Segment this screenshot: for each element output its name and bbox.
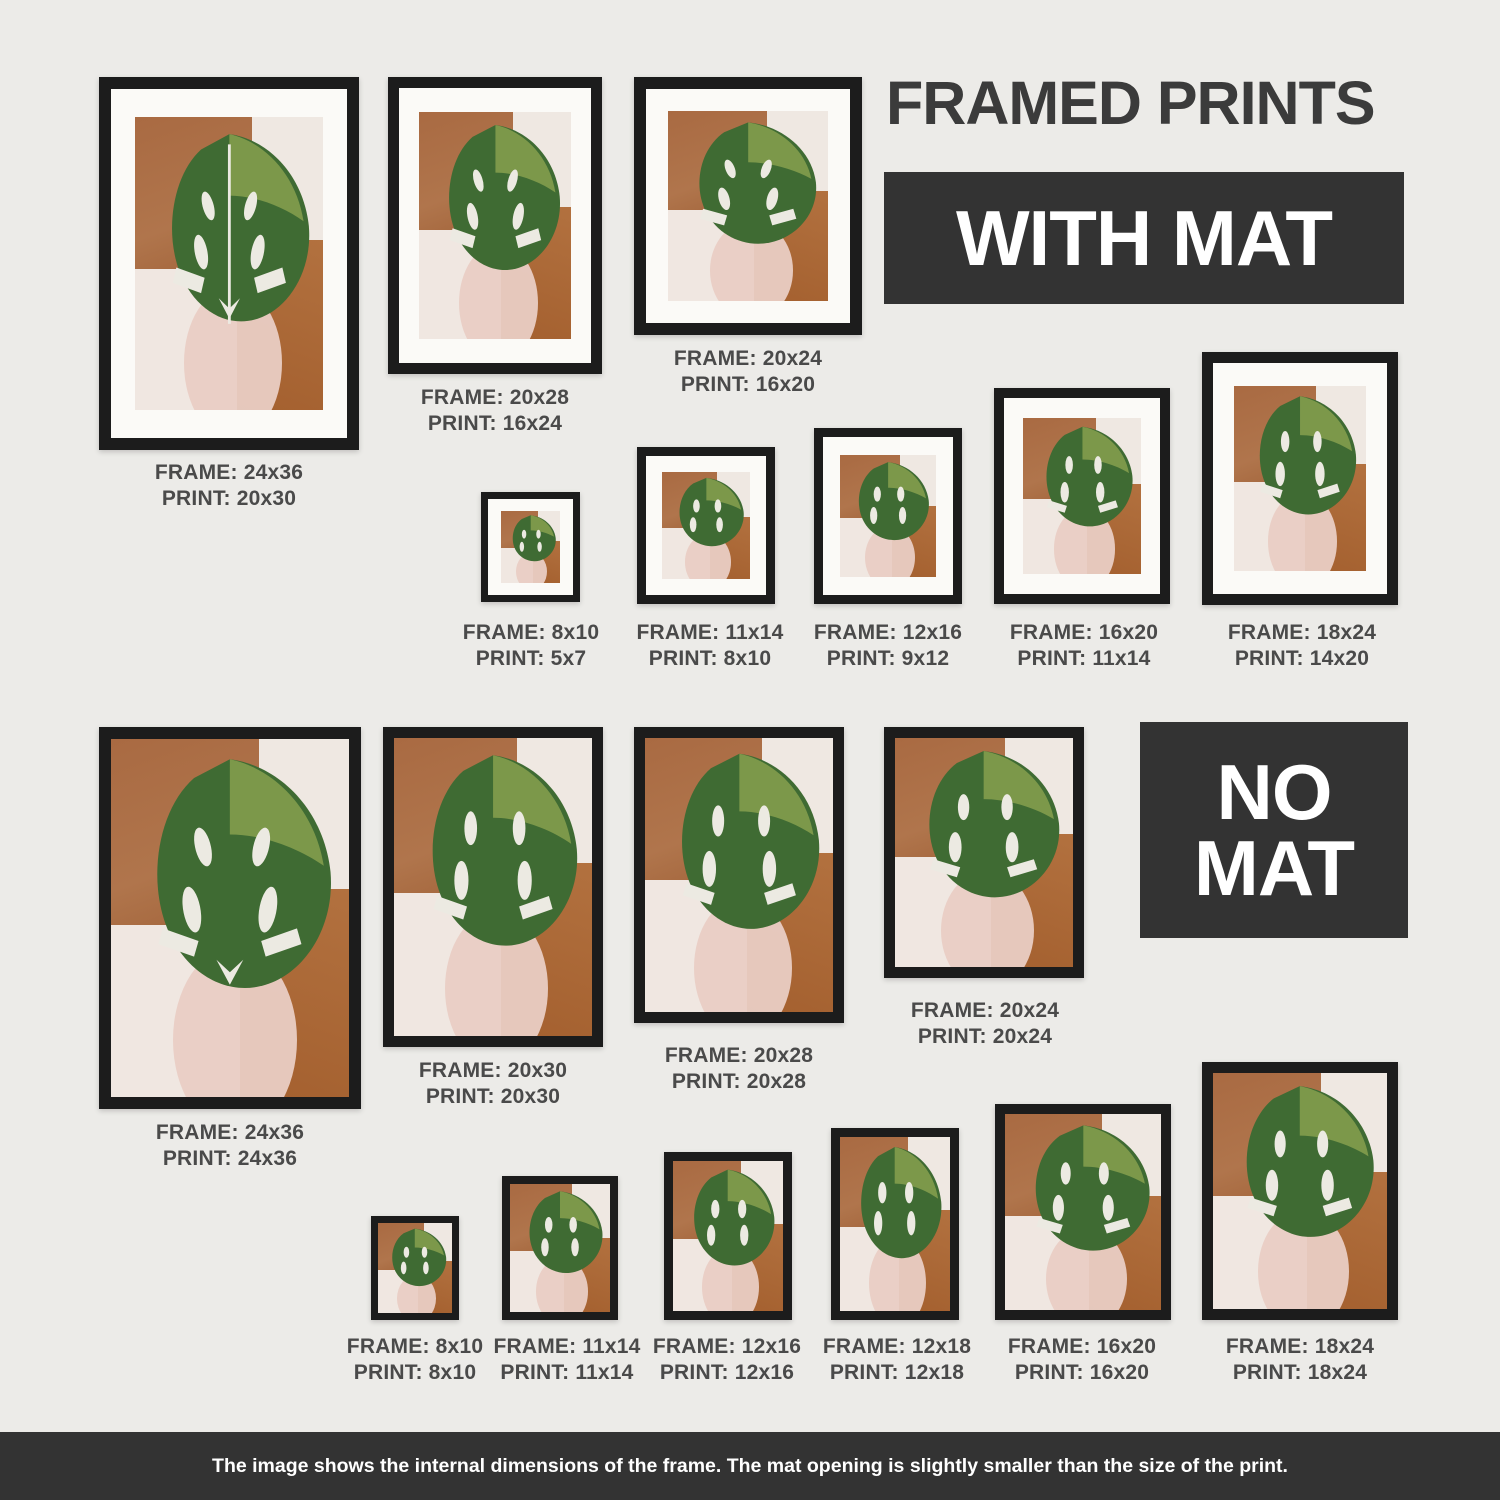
artwork-wm-8x10 — [501, 511, 560, 583]
heading-framed-prints: FRAMED PRINTS — [886, 69, 1375, 137]
label-frame-wm-12x16: FRAME: 12x16 — [813, 621, 963, 644]
artwork-nm-20x28 — [645, 738, 833, 1012]
label-frame-nm-20x24: FRAME: 20x24 — [910, 999, 1060, 1022]
label-wm-8x10 — [460, 620, 602, 671]
label-print-wm-11x14: PRINT: 8x10 — [648, 646, 772, 670]
artwork-wm-11x14 — [662, 472, 750, 579]
frame-nm-20x24[interactable] — [884, 727, 1084, 978]
label-frame-nm-18x24: FRAME: 18x24 — [1225, 1335, 1375, 1358]
frame-nm-12x16[interactable] — [664, 1152, 792, 1320]
frame-nm-11x14[interactable] — [502, 1176, 618, 1320]
artwork-wm-20x28 — [419, 112, 571, 339]
mat-wm-8x10 — [488, 499, 573, 595]
artwork-wm-16x20 — [1023, 418, 1141, 574]
label-print-nm-16x20: PRINT: 16x20 — [1014, 1360, 1150, 1384]
label-frame-wm-24x36: FRAME: 24x36 — [154, 461, 304, 484]
mat-wm-11x14 — [646, 456, 766, 595]
label-print-nm-8x10: PRINT: 8x10 — [353, 1360, 477, 1384]
mat-wm-24x36 — [111, 89, 347, 438]
label-frame-nm-11x14: FRAME: 11x14 — [493, 1335, 641, 1358]
artwork-nm-8x10 — [378, 1223, 452, 1313]
label-print-nm-11x14: PRINT: 11x14 — [500, 1360, 634, 1384]
label-print-nm-12x18: PRINT: 12x18 — [829, 1360, 965, 1384]
artwork-wm-20x24 — [668, 111, 828, 301]
label-nm-11x14 — [492, 1334, 642, 1385]
heading-no-mat — [1140, 722, 1408, 938]
label-frame-wm-20x24: FRAME: 20x24 — [673, 347, 823, 370]
heading-no-mat-line1: NO — [1216, 747, 1332, 836]
artwork-nm-11x14 — [510, 1184, 610, 1312]
label-frame-nm-24x36: FRAME: 24x36 — [155, 1121, 305, 1144]
label-nm-20x24 — [860, 998, 1110, 1049]
label-nm-18x24 — [1216, 1334, 1384, 1385]
label-wm-16x20 — [1000, 620, 1168, 671]
label-nm-12x18 — [822, 1334, 972, 1385]
artwork-nm-20x30 — [394, 738, 592, 1036]
artwork-nm-12x18 — [840, 1137, 950, 1311]
frame-wm-20x28[interactable] — [388, 77, 602, 374]
label-print-wm-20x28: PRINT: 16x24 — [427, 411, 563, 435]
mat-wm-20x24 — [646, 89, 850, 323]
label-frame-wm-11x14: FRAME: 11x14 — [636, 621, 784, 644]
label-frame-wm-18x24: FRAME: 18x24 — [1227, 621, 1377, 644]
label-nm-20x28 — [614, 1043, 864, 1094]
mat-wm-20x28 — [399, 88, 591, 363]
label-nm-8x10 — [344, 1334, 486, 1385]
frame-wm-24x36[interactable] — [99, 77, 359, 450]
frame-wm-12x16[interactable] — [814, 428, 962, 604]
label-nm-12x16 — [652, 1334, 802, 1385]
frame-nm-16x20[interactable] — [995, 1104, 1171, 1320]
label-print-nm-24x36: PRINT: 24x36 — [162, 1146, 298, 1170]
label-print-nm-20x30: PRINT: 20x30 — [425, 1084, 561, 1108]
artwork-nm-16x20 — [1005, 1114, 1161, 1310]
label-frame-wm-8x10: FRAME: 8x10 — [462, 621, 600, 644]
heading-with-mat: WITH MAT — [884, 172, 1404, 304]
label-wm-20x28 — [368, 385, 622, 436]
footer-note: The image shows the internal dimensions of the frame. The mat opening is slightly smaller than the size of the print. — [0, 1432, 1500, 1500]
label-nm-16x20 — [998, 1334, 1166, 1385]
label-wm-18x24 — [1218, 620, 1386, 671]
label-print-wm-8x10: PRINT: 5x7 — [475, 646, 587, 670]
frame-wm-20x24[interactable] — [634, 77, 862, 335]
frame-nm-12x18[interactable] — [831, 1128, 959, 1320]
artwork-nm-18x24 — [1213, 1073, 1387, 1309]
mat-wm-12x16 — [823, 437, 953, 595]
label-frame-nm-16x20: FRAME: 16x20 — [1007, 1335, 1157, 1358]
frame-wm-16x20[interactable] — [994, 388, 1170, 604]
label-frame-nm-12x18: FRAME: 12x18 — [822, 1335, 972, 1358]
label-nm-20x30 — [368, 1058, 618, 1109]
label-frame-nm-12x16: FRAME: 12x16 — [652, 1335, 802, 1358]
frame-nm-18x24[interactable] — [1202, 1062, 1398, 1320]
label-print-wm-24x36: PRINT: 20x30 — [161, 486, 297, 510]
mat-wm-16x20 — [1004, 398, 1160, 594]
label-wm-24x36 — [99, 460, 359, 511]
label-wm-12x16 — [808, 620, 968, 671]
frame-wm-11x14[interactable] — [637, 447, 775, 604]
label-print-nm-20x28: PRINT: 20x28 — [671, 1069, 807, 1093]
heading-no-mat-line2: MAT — [1193, 824, 1355, 912]
label-frame-wm-16x20: FRAME: 16x20 — [1009, 621, 1159, 644]
frame-nm-24x36[interactable] — [99, 727, 361, 1109]
label-frame-nm-20x28: FRAME: 20x28 — [664, 1044, 814, 1067]
label-frame-wm-20x28: FRAME: 20x28 — [420, 386, 570, 409]
label-wm-11x14 — [630, 620, 790, 671]
artwork-nm-24x36 — [111, 739, 349, 1097]
label-nm-24x36 — [99, 1120, 361, 1171]
frame-wm-8x10[interactable] — [481, 492, 580, 602]
label-print-wm-12x16: PRINT: 9x12 — [826, 646, 950, 670]
label-print-wm-20x24: PRINT: 16x20 — [680, 372, 816, 396]
label-print-nm-20x24: PRINT: 20x24 — [917, 1024, 1053, 1048]
frame-nm-8x10[interactable] — [371, 1216, 459, 1320]
artwork-wm-12x16 — [840, 455, 936, 577]
label-frame-nm-20x30: FRAME: 20x30 — [418, 1059, 568, 1082]
label-print-nm-12x16: PRINT: 12x16 — [659, 1360, 795, 1384]
label-frame-nm-8x10: FRAME: 8x10 — [346, 1335, 484, 1358]
label-wm-20x24 — [620, 346, 876, 397]
mat-wm-18x24 — [1213, 363, 1387, 594]
label-print-wm-16x20: PRINT: 11x14 — [1017, 646, 1151, 670]
label-print-nm-18x24: PRINT: 18x24 — [1232, 1360, 1368, 1384]
frame-wm-18x24[interactable] — [1202, 352, 1398, 605]
frame-nm-20x30[interactable] — [383, 727, 603, 1047]
label-print-wm-18x24: PRINT: 14x20 — [1234, 646, 1370, 670]
frame-nm-20x28[interactable] — [634, 727, 844, 1023]
artwork-nm-20x24 — [895, 738, 1073, 967]
artwork-nm-12x16 — [673, 1161, 783, 1311]
artwork-wm-18x24 — [1234, 386, 1366, 571]
artwork-wm-24x36 — [135, 117, 323, 410]
